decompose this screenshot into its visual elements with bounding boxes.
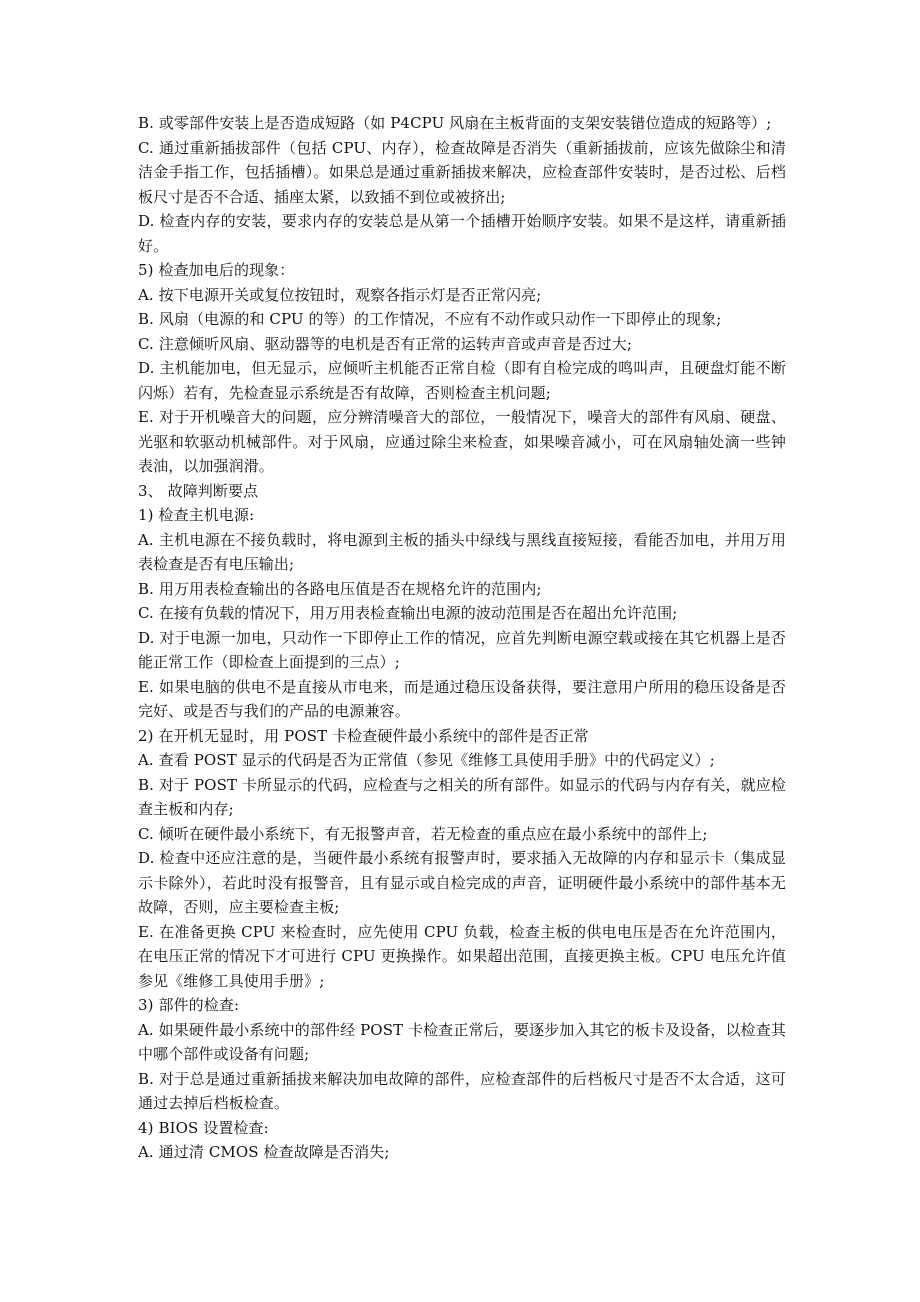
document-body — [138, 111, 786, 1165]
paragraph-a-indicator-lights: A. 按下电源开关或复位按钮时，观察各指示灯是否正常闪亮; — [138, 285, 542, 304]
paragraph-d-memory-install: D. 检查内存的安装，要求内存的安装总是从第一个插槽开始顺序安装。如果不是这样，请重新插好。 — [138, 212, 786, 255]
paragraph-e-psu-regulator: E. 如果电脑的供电不是直接从市电来，而是通过稳压设备获得，要注意用户所用的稳压设备是否完好、或是否与我们的产品的电源兼容。 — [138, 677, 786, 720]
heading-3-fault-diagnosis: 3、 故障判断要点 — [138, 481, 259, 500]
heading-2-post-card: 2) 在开机无显时，用 POST 卡检查硬件最小系统中的部件是否正常 — [138, 726, 589, 745]
paragraph-b-short-circuit: B. 或零部件安装上是否造成短路（如 P4CPU 风扇在主板背面的支架安装错位造成的短路等）; — [138, 114, 772, 132]
paragraph-b-post-related: B. 对于 POST 卡所显示的代码，应检查与之相关的所有部件。如显示的代码与内存有关，就应检查主板和内存; — [138, 775, 786, 818]
paragraph-e-noise: E. 对于开机噪音大的问题，应分辨清噪音大的部位，一般情况下，噪音大的部件有风扇、硬盘、光驱和软驱动机械部件。对于风扇，应通过除尘来检查，如果噪音减小，可在风扇轴处滴一些钟表油，以加强润滑。 — [138, 408, 786, 475]
paragraph-a-psu-no-load: A. 主机电源在不接负载时，将电源到主板的插头中绿线与黑线直接短接，看能否加电，并用万用表检查是否有电压输出; — [138, 530, 786, 573]
paragraph-b-fans: B. 风扇（电源的和 CPU 的等）的工作情况，不应有不动作或只动作一下即停止的现象; — [138, 310, 722, 328]
paragraph-a-post-code: A. 查看 POST 显示的代码是否为正常值（参见《维修工具使用手册》中的代码定义）; — [138, 751, 715, 769]
paragraph-c-motor-sound: C. 注意倾听风扇、驱动器等的电机是否有正常的运转声音或声音是否过大; — [138, 334, 633, 353]
paragraph-a-add-boards: A. 如果硬件最小系统中的部件经 POST 卡检查正常后，要逐步加入其它的板卡及设备，以检查其中哪个部件或设备有问题; — [138, 1020, 786, 1063]
paragraph-c-alarm-sound: C. 倾听在硬件最小系统下，有无报警声音，若无检查的重点应在最小系统中的部件上; — [138, 824, 708, 843]
heading-5-power-on-check: 5) 检查加电后的现象： — [138, 261, 295, 279]
paragraph-b-psu-voltage: B. 用万用表检查输出的各路电压值是否在规格允许的范围内; — [138, 579, 542, 598]
paragraph-c-psu-ripple: C. 在接有负载的情况下，用万用表检查输出电源的波动范围是否在超出允许范围; — [138, 604, 678, 622]
paragraph-d-minimum-system: D. 检查中还应注意的是，当硬件最小系统有报警声时，要求插入无故障的内存和显示卡（集成显示卡除外），若此时没有报警音，且有显示或自检完成的声音，证明硬件最小系统中的部件基本无故障，否则，应主要检查主板; — [138, 849, 786, 916]
paragraph-d-no-display: D. 主机能加电，但无显示，应倾听主机能否正常自检（即有自检完成的鸣叫声，且硬盘灯能不断闪烁）若有，先检查显示系统是否有故障，否则检查主机问题; — [138, 359, 786, 402]
heading-3-parts-check: 3) 部件的检查: — [138, 996, 240, 1014]
heading-1-check-psu: 1) 检查主机电源: — [138, 506, 255, 524]
paragraph-a-clear-cmos: A. 通过清 CMOS 检查故障是否消失; — [138, 1143, 390, 1161]
paragraph-d-psu-stop: D. 对于电源一加电，只动作一下即停止工作的情况，应首先判断电源空载或接在其它机器上是否能正常工作（即检查上面提到的三点）; — [138, 628, 786, 671]
heading-4-bios-check: 4) BIOS 设置检查: — [138, 1118, 269, 1137]
paragraph-e-cpu-replace: E. 在准备更换 CPU 来检查时，应先使用 CPU 负载，检查主板的供电电压是否在允许范围内，在电压正常的情况下才可进行 CPU 更换操作。如果超出范围，直接更换主板。CPU 电压允许值参见《维修工具使用手册》; — [138, 922, 786, 990]
paragraph-c-reseat-parts: C. 通过重新插拔部件（包括 CPU、内存），检查故障是否消失（重新插拔前，应该先做除尘和清洁金手指工作，包括插槽）。如果总是通过重新插拔来解决，应检查部件安装时，是否过松、后档板尺寸是否不合适、插座太紧，以致插不到位或被挤出; — [138, 138, 786, 206]
paragraph-b-rear-bracket: B. 对于总是通过重新插拔来解决加电故障的部件，应检查部件的后档板尺寸是否不太合适，这可通过去掉后档板检查。 — [138, 1069, 786, 1112]
